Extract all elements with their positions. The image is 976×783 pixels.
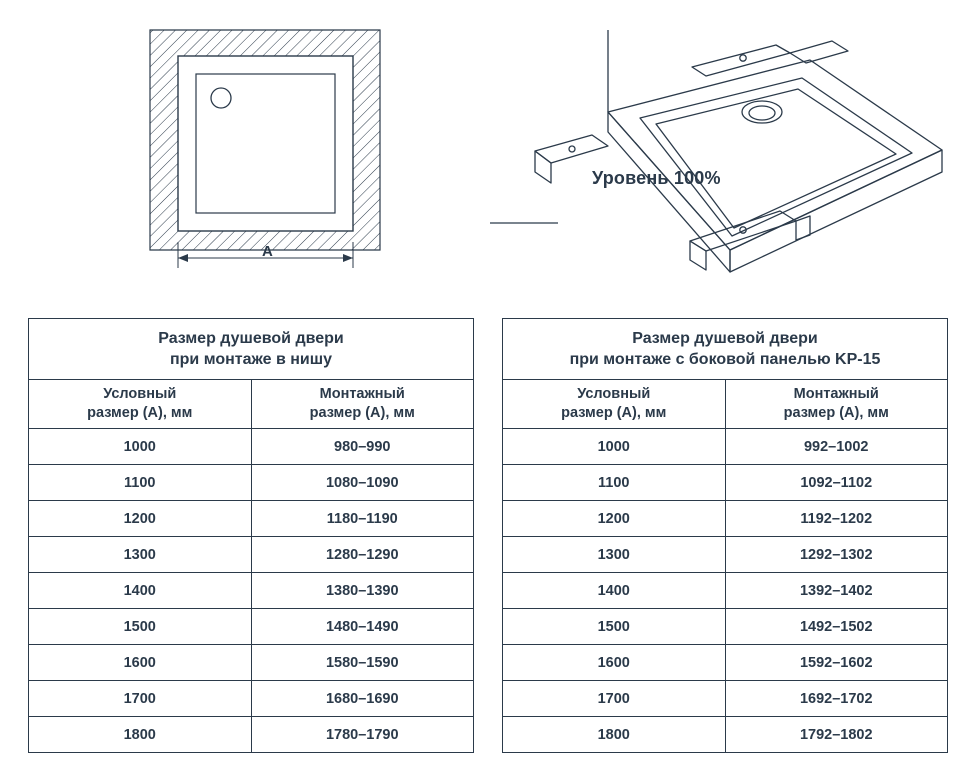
table-row [503,681,948,717]
cell-nominal: 1200 [503,501,726,537]
cell-mounting: 1692–1702 [725,681,948,717]
cell-nominal: 1400 [503,573,726,609]
cell-mounting: 1780–1790 [251,717,474,753]
cell-nominal: 1200 [29,501,252,537]
table-row [29,681,474,717]
cell-nominal: 1800 [29,717,252,753]
niche-drawing [140,20,440,280]
table-row [29,501,474,537]
cell-mounting: 1680–1690 [251,681,474,717]
illustrations-area [0,0,976,300]
table-niche-header-nominal: Условный размер (А), мм [29,380,252,429]
table-row [29,645,474,681]
table-side-panel-header-nominal: Условный размер (А), мм [503,380,726,429]
table-row [503,717,948,753]
table-niche [28,318,474,753]
cell-nominal: 1700 [29,681,252,717]
cell-nominal: 1300 [503,537,726,573]
table-niche-header-mounting: Монтажный размер (А), мм [251,380,474,429]
table-row [503,465,948,501]
cell-mounting: 1592–1602 [725,645,948,681]
table-niche-title-line1: Размер душевой двери [158,330,344,347]
cell-mounting: 980–990 [251,429,474,465]
cell-mounting: 1792–1802 [725,717,948,753]
level-label: Уровень 100% [592,168,721,188]
cell-mounting: 1292–1302 [725,537,948,573]
cell-nominal: 1000 [29,429,252,465]
cell-mounting: 1580–1590 [251,645,474,681]
table-row [29,537,474,573]
table-row [29,573,474,609]
cell-nominal: 1100 [503,465,726,501]
cell-mounting: 1480–1490 [251,609,474,645]
table-niche-title-line2: при монтаже в нишу [169,351,332,368]
table-side-panel-title [503,319,948,380]
table-side-panel-header-mounting: Монтажный размер (А), мм [725,380,948,429]
table-row [29,429,474,465]
table-side-panel-title-line2: при монтаже с боковой панелью KP-15 [569,351,881,368]
cell-mounting: 1192–1202 [725,501,948,537]
cell-mounting: 992–1002 [725,429,948,465]
cell-mounting: 1492–1502 [725,609,948,645]
table-row [29,717,474,753]
cell-nominal: 1800 [503,717,726,753]
table-row [503,429,948,465]
cell-nominal: 1600 [29,645,252,681]
cell-mounting: 1180–1190 [251,501,474,537]
table-row [503,501,948,537]
table-row [503,537,948,573]
table-row [503,609,948,645]
cell-mounting: 1392–1402 [725,573,948,609]
cell-mounting: 1092–1102 [725,465,948,501]
tray-drawing [480,20,950,290]
cell-nominal: 1100 [29,465,252,501]
cell-nominal: 1500 [29,609,252,645]
table-row [29,465,474,501]
dimension-a-label: A [262,243,273,260]
table-row [503,645,948,681]
cell-nominal: 1500 [503,609,726,645]
table-side-panel-title-line1: Размер душевой двери [632,330,818,347]
cell-mounting: 1380–1390 [251,573,474,609]
table-row [503,573,948,609]
cell-mounting: 1080–1090 [251,465,474,501]
cell-mounting: 1280–1290 [251,537,474,573]
cell-nominal: 1000 [503,429,726,465]
cell-nominal: 1400 [29,573,252,609]
cell-nominal: 1600 [503,645,726,681]
table-side-panel [502,318,948,753]
cell-nominal: 1300 [29,537,252,573]
table-row [29,609,474,645]
table-niche-title [29,319,474,380]
cell-nominal: 1700 [503,681,726,717]
